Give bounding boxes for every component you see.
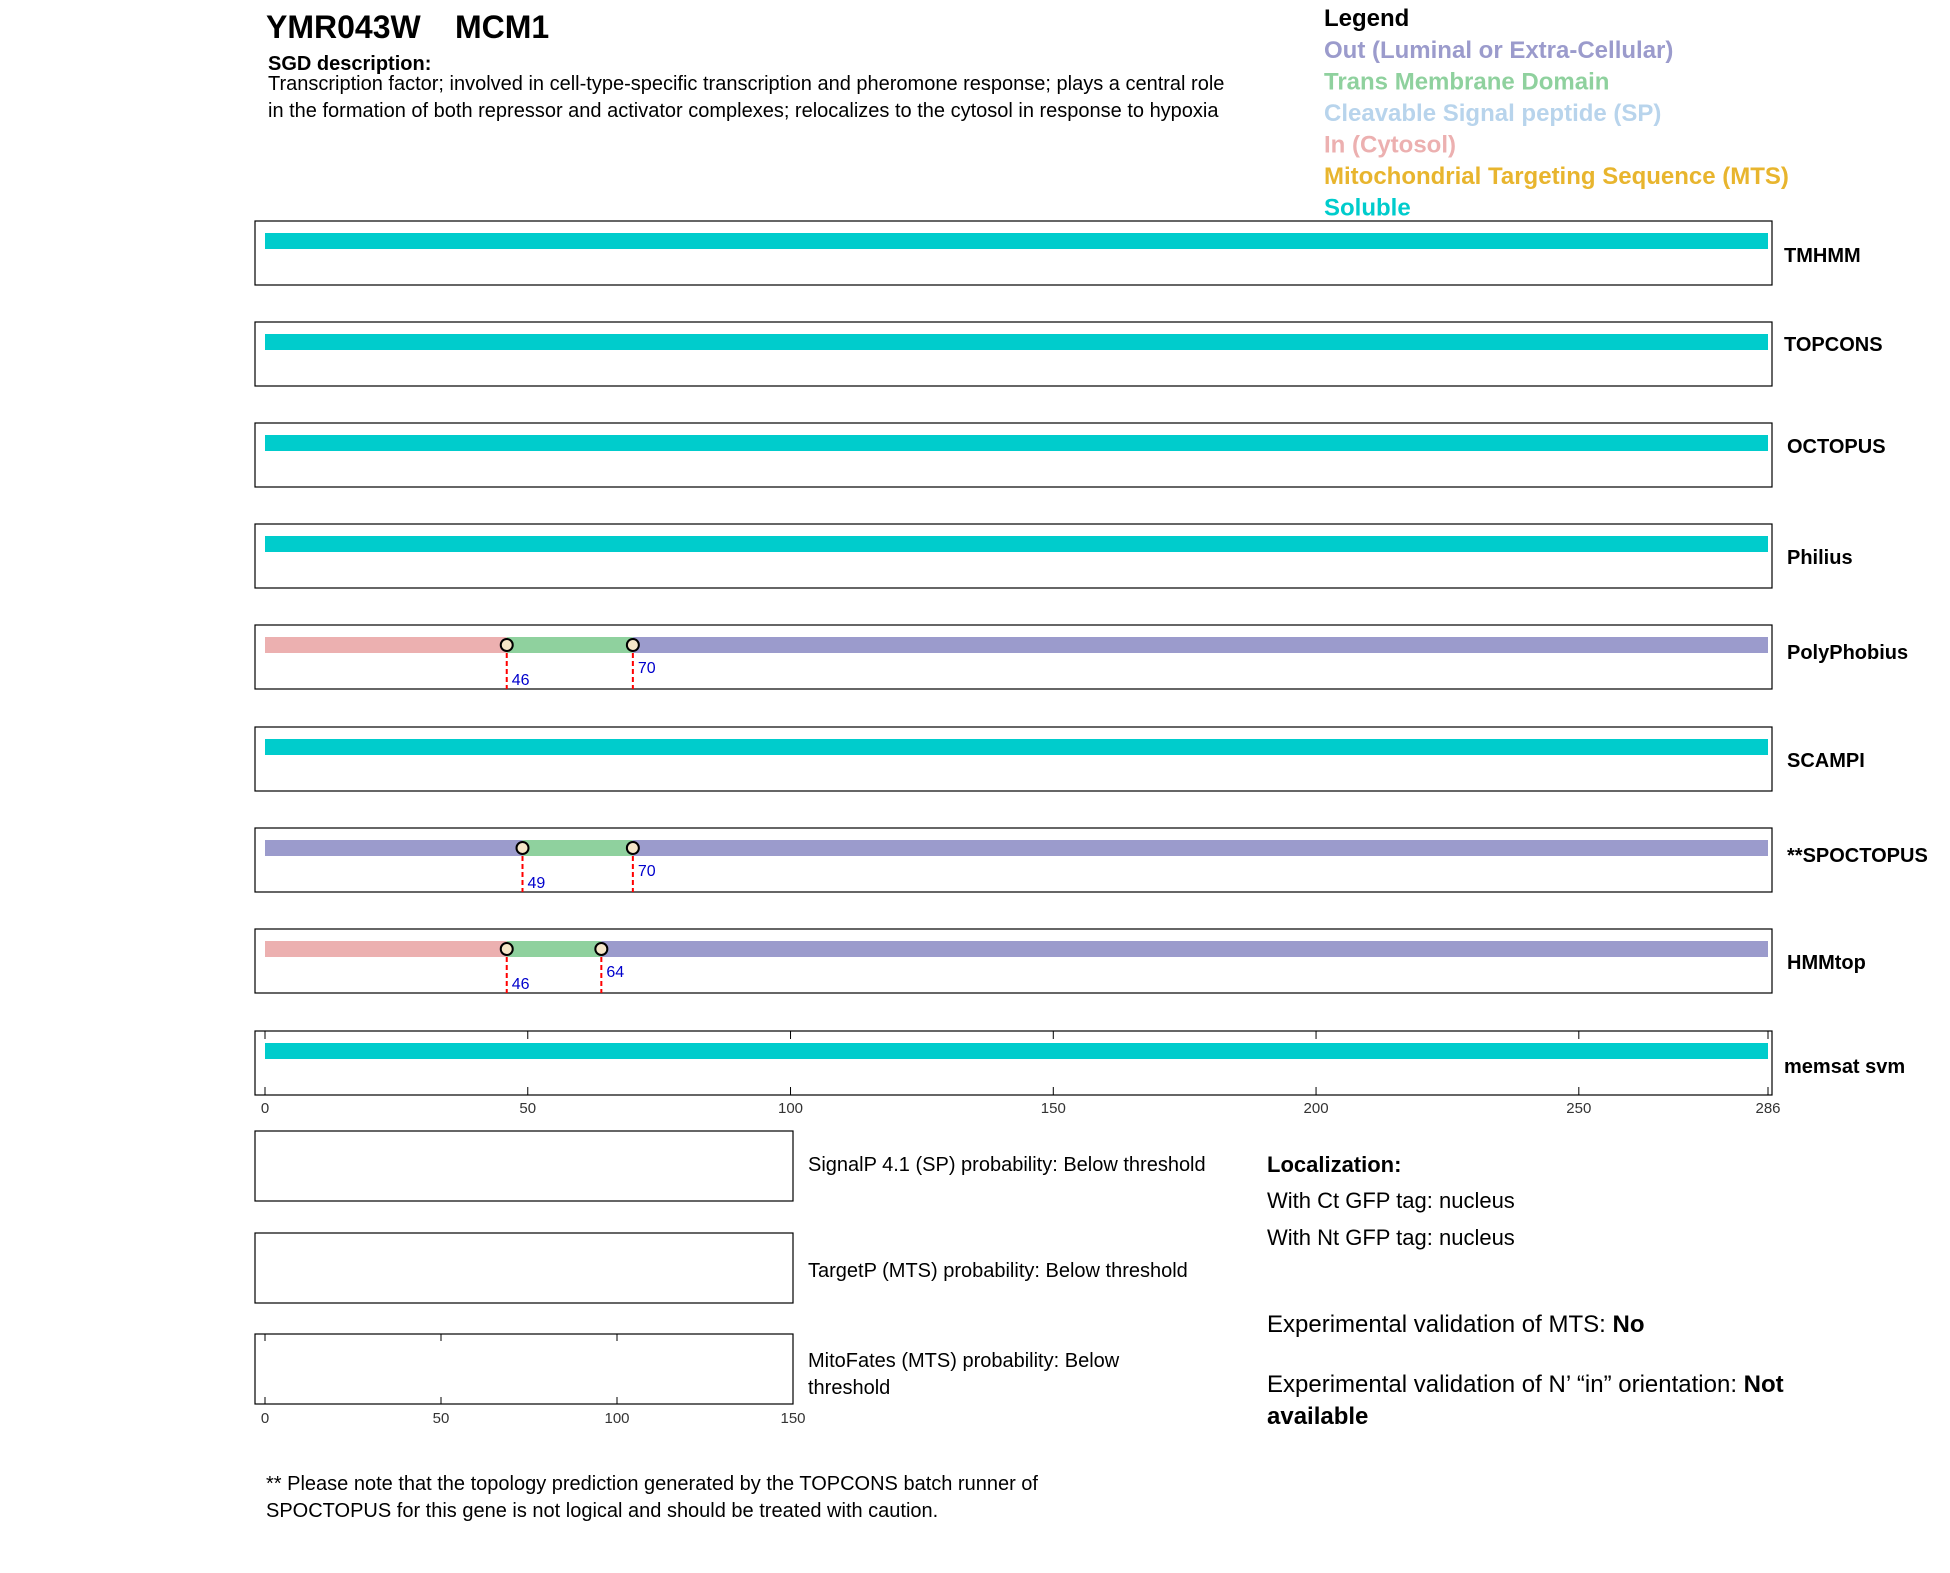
legend-item-mitochondrial-targeting-sequence-mts: Mitochondrial Targeting Sequence (MTS) [1324, 163, 1789, 190]
x-tick-label: 100 [778, 1100, 804, 1117]
mts-validation-value: No [1612, 1311, 1645, 1338]
panel-label: SignalP 4.1 (SP) probability: Below threshold [808, 1154, 1206, 1176]
probability-panel [255, 1334, 1120, 1427]
legend-item-out-luminal-or-extra-cellular: Out (Luminal or Extra-Cellular) [1324, 37, 1674, 64]
footnote-line-2: SPOCTOPUS for this gene is not logical and should be treated with caution. [266, 1500, 939, 1522]
x-tick-label: 50 [519, 1100, 537, 1117]
gene-name: MCM1 [455, 9, 550, 45]
boundary-marker [501, 943, 513, 955]
panel-tick-label: 100 [604, 1410, 630, 1427]
track-spoctopus [255, 828, 1928, 892]
track-topcons [255, 322, 1883, 386]
boundary-label: 46 [511, 672, 530, 689]
segment-soluble [265, 1043, 1768, 1059]
x-tick-label: 0 [260, 1100, 270, 1117]
localization-ct: With Ct GFP tag: nucleus [1267, 1188, 1515, 1213]
description-line-2: in the formation of both repressor and activator complexes; relocalizes to the cytosol in response to hypoxia [268, 100, 1219, 122]
x-tick-label: 286 [1755, 1100, 1781, 1117]
boundary-marker [517, 842, 529, 854]
track-frame [255, 929, 1772, 993]
panel-frame [255, 1334, 793, 1404]
segment-tm [507, 637, 633, 653]
segment-out [633, 637, 1768, 653]
track-label: TOPCONS [1784, 334, 1883, 356]
panel-tick-label: 150 [780, 1410, 806, 1427]
track-frame [255, 1031, 1772, 1095]
orientation-validation-value-2: available [1267, 1403, 1369, 1430]
legend-item-cleavable-signal-peptide-sp: Cleavable Signal peptide (SP) [1324, 100, 1662, 127]
x-tick-label: 250 [1566, 1100, 1592, 1117]
probability-panel [255, 1131, 1206, 1201]
boundary-marker [627, 842, 639, 854]
segment-soluble [265, 739, 1768, 755]
legend-item-trans-membrane-domain: Trans Membrane Domain [1324, 68, 1610, 96]
panel-frame [255, 1233, 793, 1303]
legend-title: Legend [1324, 5, 1410, 32]
track-label: TMHMM [1784, 245, 1861, 267]
panel-label: MitoFates (MTS) probability: Below [808, 1350, 1120, 1372]
boundary-label: 70 [637, 863, 656, 880]
boundary-marker [627, 639, 639, 651]
track-frame [255, 322, 1772, 386]
boundary-label: 64 [606, 964, 625, 981]
legend-item-soluble: Soluble [1324, 194, 1411, 222]
track-label: SCAMPI [1787, 750, 1865, 772]
segment-tm [507, 941, 602, 957]
track-octopus [255, 423, 1886, 487]
track-frame [255, 524, 1772, 588]
orientation-validation-label: Experimental validation of N’ “in” orientation: [1267, 1371, 1744, 1398]
segment-out [265, 840, 523, 856]
x-tick-label: 150 [1040, 1100, 1066, 1117]
gene-id: YMR043W [266, 9, 421, 45]
track-frame [255, 727, 1772, 791]
legend-item-in-cytosol: In (Cytosol) [1324, 131, 1456, 159]
mts-validation [1267, 1311, 1644, 1338]
track-frame [255, 423, 1772, 487]
boundary-marker [595, 943, 607, 955]
topology-tracks [255, 221, 1928, 1117]
segment-soluble [265, 233, 1768, 249]
segment-out [633, 840, 1768, 856]
track-philius [255, 524, 1853, 588]
track-frame [255, 828, 1772, 892]
x-tick-label: 200 [1303, 1100, 1329, 1117]
track-label: memsat svm [1784, 1056, 1906, 1078]
segment-soluble [265, 334, 1768, 350]
boundary-label: 49 [527, 875, 546, 892]
probability-panels [255, 1131, 1206, 1427]
segment-tm [523, 840, 633, 856]
localization-title: Localization: [1267, 1152, 1402, 1177]
description-line-1: Transcription factor; involved in cell-type-specific transcription and pheromone response; plays a central role [268, 73, 1225, 95]
panel-label-continued: threshold [808, 1377, 891, 1399]
track-label: PolyPhobius [1787, 642, 1909, 664]
segment-in [265, 941, 507, 957]
track-label: **SPOCTOPUS [1787, 845, 1928, 867]
segment-soluble [265, 435, 1768, 451]
orientation-validation [1267, 1371, 1784, 1398]
segment-out [601, 941, 1768, 957]
track-label: Philius [1787, 547, 1853, 569]
probability-panel [255, 1233, 1188, 1303]
track-polyphobius [255, 625, 1908, 689]
track-scampi [255, 727, 1865, 791]
track-memsat-svm [255, 1031, 1905, 1095]
boundary-label: 70 [637, 660, 656, 677]
footnote-line-1: ** Please note that the topology prediction generated by the TOPCONS batch runner of [266, 1473, 1038, 1495]
track-frame [255, 625, 1772, 689]
segment-in [265, 637, 507, 653]
orientation-validation-value: Not [1743, 1371, 1784, 1398]
mts-validation-label: Experimental validation of MTS: [1267, 1311, 1613, 1338]
panel-tick-label: 50 [432, 1410, 450, 1427]
boundary-label: 46 [511, 976, 530, 993]
panel-label: TargetP (MTS) probability: Below threshold [808, 1260, 1188, 1282]
track-tmhmm [255, 221, 1861, 285]
track-frame [255, 221, 1772, 285]
segment-soluble [265, 536, 1768, 552]
description-label: SGD description: [268, 53, 432, 75]
localization-nt: With Nt GFP tag: nucleus [1267, 1225, 1515, 1250]
panel-tick-label: 0 [260, 1410, 270, 1427]
legend [1324, 37, 1789, 222]
panel-frame [255, 1131, 793, 1201]
track-label: OCTOPUS [1787, 436, 1886, 458]
track-label: HMMtop [1787, 952, 1866, 974]
boundary-marker [501, 639, 513, 651]
track-hmmtop [255, 929, 1866, 993]
